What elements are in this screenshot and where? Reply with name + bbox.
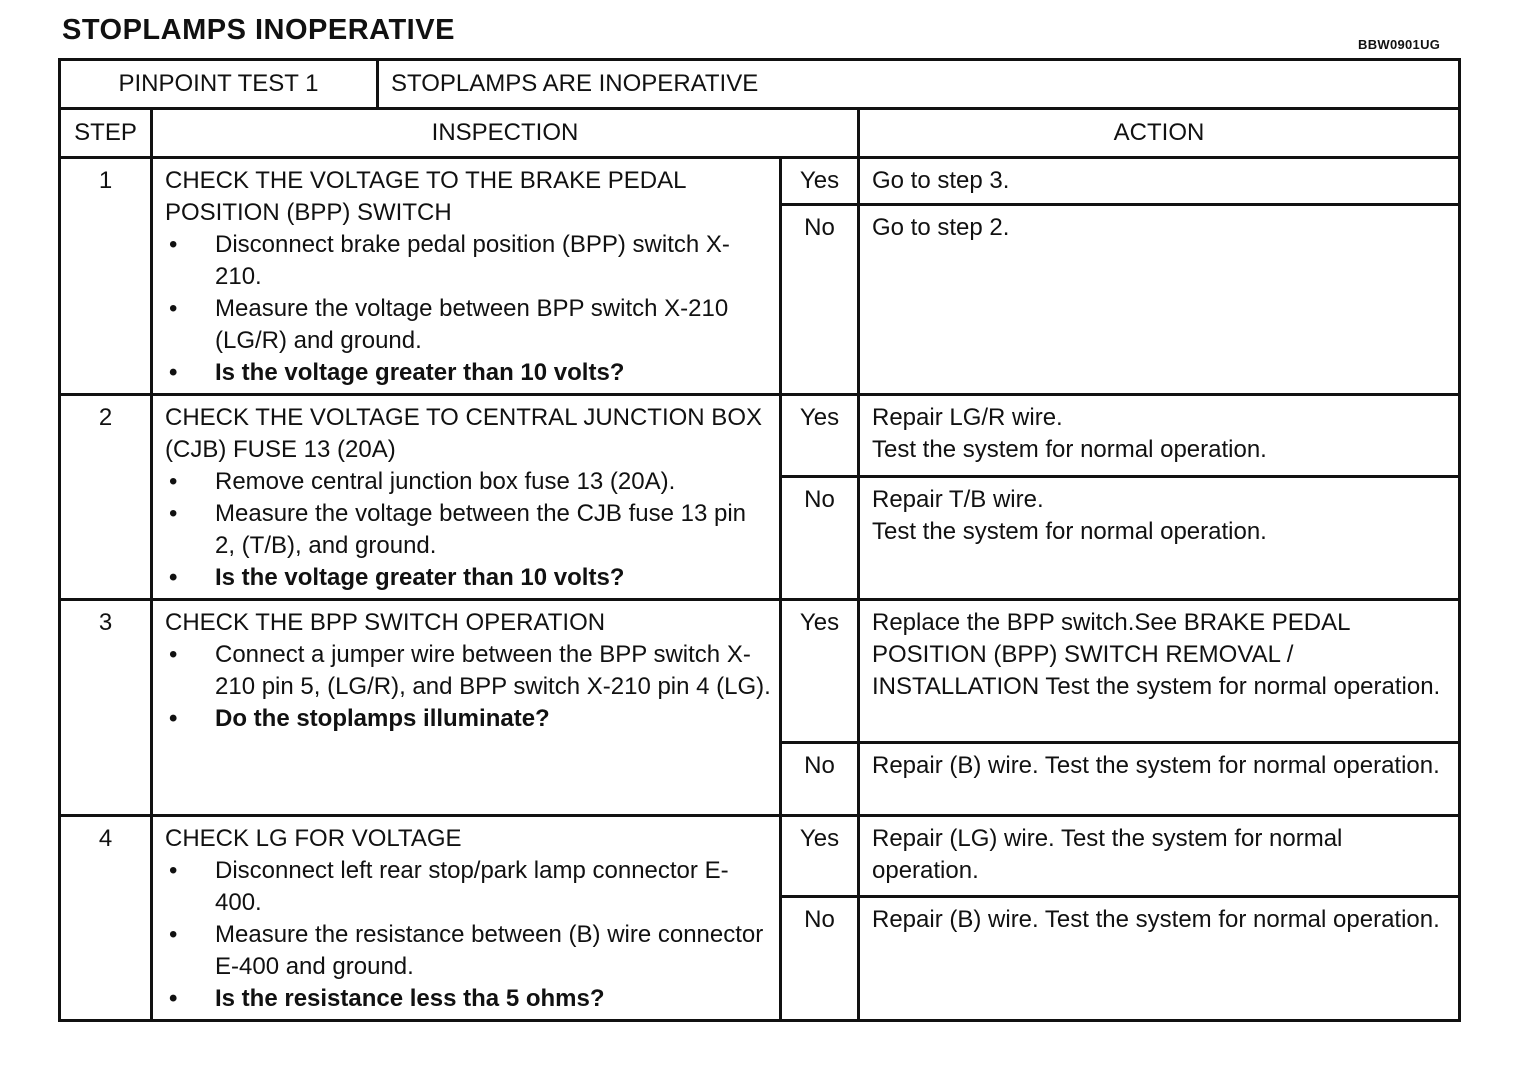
pinpoint-label: PINPOINT TEST 1 — [60, 60, 378, 109]
action-text: Repair (LG) wire. Test the system for normal operation. — [872, 825, 1343, 884]
inspection-heading: CHECK THE VOLTAGE TO CENTRAL JUNCTION BOX (CJB) FUSE 13 (20A) — [165, 404, 762, 463]
yes-action — [859, 600, 1460, 743]
no-label: No — [781, 205, 859, 395]
list-item: • Connect a jumper wire between the BPP switch X-210 pin 5, (LG/R), and BPP switch X-210 pin 4 (LG). — [165, 639, 771, 703]
inspection-question: • Is the resistance less tha 5 ohms? — [165, 983, 771, 1015]
action-text: Repair LG/R wire. — [872, 404, 1063, 431]
action-text: Repair (B) wire. Test the system for normal operation. — [872, 752, 1440, 779]
step-number: 1 — [60, 158, 152, 395]
inspection-cell — [152, 158, 781, 395]
inspection-cell — [152, 600, 781, 816]
step-number: 2 — [60, 395, 152, 600]
column-header-row — [60, 109, 1460, 158]
inspection-heading: CHECK LG FOR VOLTAGE — [165, 825, 462, 852]
inspection-heading: CHECK THE BPP SWITCH OPERATION — [165, 609, 606, 636]
inspection-heading: CHECK THE VOLTAGE TO THE BRAKE PEDAL POSITION (BPP) SWITCH — [165, 167, 686, 226]
inspection-cell — [152, 395, 781, 600]
pinpoint-name: STOPLAMPS ARE INOPERATIVE — [378, 60, 1460, 109]
list-item: • Remove central junction box fuse 13 (20A). — [165, 466, 771, 498]
table-row — [60, 600, 1460, 743]
list-item: • Measure the voltage between BPP switch X-210 (LG/R) and ground. — [165, 293, 771, 357]
list-item: • Disconnect left rear stop/park lamp connector E-400. — [165, 855, 771, 919]
action-text: Test the system for normal operation. — [872, 436, 1267, 463]
action-text: Repair (B) wire. Test the system for normal operation. — [872, 905, 1440, 933]
inspection-question: • Do the stoplamps illuminate? — [165, 703, 771, 735]
action-text: Test the system for normal operation. — [872, 518, 1267, 546]
no-action — [859, 477, 1460, 600]
pinpoint-test-table — [58, 58, 1461, 1022]
list-item: • Disconnect brake pedal position (BPP) switch X-210. — [165, 229, 771, 293]
list-item: • Measure the voltage between the CJB fuse 13 pin 2, (T/B), and ground. — [165, 498, 771, 562]
yes-label: Yes — [781, 395, 859, 477]
yes-action — [859, 395, 1460, 477]
no-action — [859, 896, 1460, 1020]
table-row — [60, 158, 1460, 205]
header-step: STEP — [60, 109, 152, 158]
pinpoint-header-row — [60, 60, 1460, 109]
inspection-question: • Is the voltage greater than 10 volts? — [165, 357, 771, 389]
no-action — [859, 743, 1460, 816]
inspection-cell — [152, 816, 781, 1021]
no-label: No — [781, 477, 859, 600]
header-inspection: INSPECTION — [152, 109, 859, 158]
yes-label: Yes — [781, 600, 859, 743]
inspection-bullets — [165, 639, 771, 735]
no-label: No — [781, 743, 859, 816]
inspection-question: • Is the voltage greater than 10 volts? — [165, 562, 771, 594]
no-action — [859, 205, 1460, 395]
step-number: 3 — [60, 600, 152, 816]
header-action: ACTION — [859, 109, 1460, 158]
inspection-bullets — [165, 229, 771, 389]
yes-label: Yes — [781, 158, 859, 205]
action-text: Go to step 2. — [872, 214, 1010, 242]
list-item: • Measure the resistance between (B) wire connector E-400 and ground. — [165, 919, 771, 983]
table-row — [60, 816, 1460, 897]
inspection-bullets — [165, 466, 771, 594]
inspection-bullets — [165, 855, 771, 1015]
yes-action — [859, 158, 1460, 205]
action-text: Repair T/B wire. — [872, 486, 1044, 514]
action-text: Replace the BPP switch.See BRAKE PEDAL POSITION (BPP) SWITCH REMOVAL / INSTALLATION Test the system for normal operation. — [872, 609, 1441, 700]
action-text: Go to step 3. — [872, 167, 1010, 194]
table-row — [60, 395, 1460, 477]
document-code: BBW0901UG — [1358, 37, 1441, 52]
no-label: No — [781, 896, 859, 1020]
yes-action — [859, 816, 1460, 897]
yes-label: Yes — [781, 816, 859, 897]
step-number: 4 — [60, 816, 152, 1021]
page-title: STOPLAMPS INOPERATIVE — [62, 14, 455, 46]
